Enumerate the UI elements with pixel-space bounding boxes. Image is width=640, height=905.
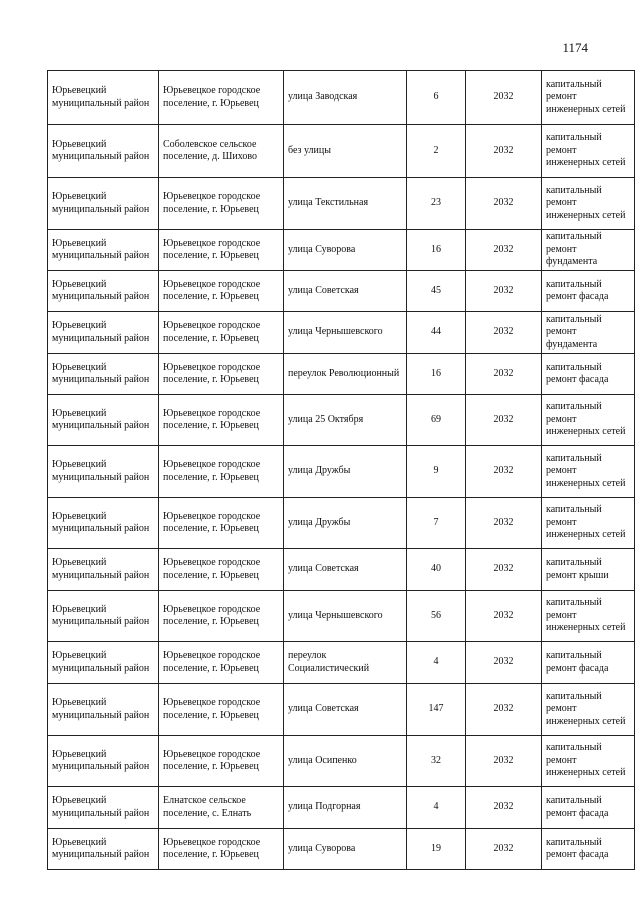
year-cell: 2032 <box>466 71 542 125</box>
district-cell: Юрьевецкий муниципальный район <box>48 642 159 684</box>
table-row <box>48 787 635 829</box>
settlement-cell: Юрьевецкое городское поселение, г. Юрьевец <box>159 591 284 642</box>
year-cell: 2032 <box>466 271 542 312</box>
district-cell: Юрьевецкий муниципальный район <box>48 354 159 395</box>
table-row <box>48 354 635 395</box>
year-cell: 2032 <box>466 498 542 549</box>
year-cell: 2032 <box>466 178 542 230</box>
settlement-cell: Юрьевецкое городское поселение, г. Юрьевец <box>159 446 284 498</box>
repair-schedule-table <box>47 70 635 870</box>
house-number-cell: 44 <box>407 312 466 354</box>
house-number-cell: 45 <box>407 271 466 312</box>
street-cell: улица Дружбы <box>284 498 407 549</box>
settlement-cell: Юрьевецкое городское поселение, г. Юрьевец <box>159 684 284 736</box>
house-number-cell: 56 <box>407 591 466 642</box>
year-cell: 2032 <box>466 125 542 178</box>
district-cell: Юрьевецкий муниципальный район <box>48 736 159 787</box>
work-type-cell: капитальный ремонт фундамента <box>542 230 635 271</box>
work-type-cell: капитальный ремонт инженерных сетей <box>542 178 635 230</box>
house-number-cell: 4 <box>407 642 466 684</box>
street-cell: переулок Революционный <box>284 354 407 395</box>
year-cell: 2032 <box>466 312 542 354</box>
table-row <box>48 271 635 312</box>
table-row <box>48 178 635 230</box>
street-cell: улица Текстильная <box>284 178 407 230</box>
year-cell: 2032 <box>466 354 542 395</box>
year-cell: 2032 <box>466 787 542 829</box>
house-number-cell: 147 <box>407 684 466 736</box>
work-type-cell: капитальный ремонт инженерных сетей <box>542 591 635 642</box>
year-cell: 2032 <box>466 230 542 271</box>
house-number-cell: 6 <box>407 71 466 125</box>
year-cell: 2032 <box>466 642 542 684</box>
work-type-cell: капитальный ремонт фасада <box>542 829 635 870</box>
street-cell: улица Заводская <box>284 71 407 125</box>
street-cell: переулок Социалистический <box>284 642 407 684</box>
settlement-cell: Юрьевецкое городское поселение, г. Юрьевец <box>159 230 284 271</box>
street-cell: улица Подгорная <box>284 787 407 829</box>
house-number-cell: 19 <box>407 829 466 870</box>
street-cell: улица Советская <box>284 684 407 736</box>
house-number-cell: 7 <box>407 498 466 549</box>
district-cell: Юрьевецкий муниципальный район <box>48 446 159 498</box>
street-cell: улица 25 Октября <box>284 395 407 446</box>
settlement-cell: Юрьевецкое городское поселение, г. Юрьевец <box>159 71 284 125</box>
settlement-cell: Юрьевецкое городское поселение, г. Юрьевец <box>159 178 284 230</box>
house-number-cell: 40 <box>407 549 466 591</box>
work-type-cell: капитальный ремонт инженерных сетей <box>542 498 635 549</box>
house-number-cell: 32 <box>407 736 466 787</box>
work-type-cell: капитальный ремонт фасада <box>542 271 635 312</box>
settlement-cell: Юрьевецкое городское поселение, г. Юрьевец <box>159 312 284 354</box>
table-row <box>48 736 635 787</box>
work-type-cell: капитальный ремонт инженерных сетей <box>542 395 635 446</box>
house-number-cell: 4 <box>407 787 466 829</box>
table-row <box>48 446 635 498</box>
house-number-cell: 2 <box>407 125 466 178</box>
work-type-cell: капитальный ремонт инженерных сетей <box>542 71 635 125</box>
table-row <box>48 395 635 446</box>
street-cell: улица Советская <box>284 271 407 312</box>
district-cell: Юрьевецкий муниципальный район <box>48 312 159 354</box>
district-cell: Юрьевецкий муниципальный район <box>48 395 159 446</box>
street-cell: улица Суворова <box>284 829 407 870</box>
district-cell: Юрьевецкий муниципальный район <box>48 498 159 549</box>
settlement-cell: Юрьевецкое городское поселение, г. Юрьевец <box>159 829 284 870</box>
settlement-cell: Юрьевецкое городское поселение, г. Юрьевец <box>159 549 284 591</box>
year-cell: 2032 <box>466 829 542 870</box>
house-number-cell: 16 <box>407 230 466 271</box>
work-type-cell: капитальный ремонт фасада <box>542 354 635 395</box>
year-cell: 2032 <box>466 684 542 736</box>
work-type-cell: капитальный ремонт фасада <box>542 787 635 829</box>
year-cell: 2032 <box>466 591 542 642</box>
table-row <box>48 829 635 870</box>
street-cell: без улицы <box>284 125 407 178</box>
settlement-cell: Соболевское сельское поселение, д. Шихово <box>159 125 284 178</box>
street-cell: улица Дружбы <box>284 446 407 498</box>
table-row <box>48 498 635 549</box>
page-number: 1174 <box>562 40 588 55</box>
work-type-cell: капитальный ремонт инженерных сетей <box>542 684 635 736</box>
district-cell: Юрьевецкий муниципальный район <box>48 271 159 312</box>
year-cell: 2032 <box>466 446 542 498</box>
work-type-cell: капитальный ремонт инженерных сетей <box>542 446 635 498</box>
house-number-cell: 9 <box>407 446 466 498</box>
street-cell: улица Чернышевского <box>284 312 407 354</box>
work-type-cell: капитальный ремонт фасада <box>542 642 635 684</box>
work-type-cell: капитальный ремонт инженерных сетей <box>542 736 635 787</box>
table-row <box>48 549 635 591</box>
district-cell: Юрьевецкий муниципальный район <box>48 787 159 829</box>
settlement-cell: Юрьевецкое городское поселение, г. Юрьевец <box>159 395 284 446</box>
table-row <box>48 230 635 271</box>
settlement-cell: Юрьевецкое городское поселение, г. Юрьевец <box>159 354 284 395</box>
district-cell: Юрьевецкий муниципальный район <box>48 71 159 125</box>
work-type-cell: капитальный ремонт крыши <box>542 549 635 591</box>
settlement-cell: Юрьевецкое городское поселение, г. Юрьевец <box>159 498 284 549</box>
table-row <box>48 591 635 642</box>
settlement-cell: Елнатское сельское поселение, с. Елнать <box>159 787 284 829</box>
street-cell: улица Советская <box>284 549 407 591</box>
work-type-cell: капитальный ремонт фундамента <box>542 312 635 354</box>
year-cell: 2032 <box>466 549 542 591</box>
settlement-cell: Юрьевецкое городское поселение, г. Юрьевец <box>159 736 284 787</box>
table-row <box>48 642 635 684</box>
table-row <box>48 71 635 125</box>
work-type-cell: капитальный ремонт инженерных сетей <box>542 125 635 178</box>
district-cell: Юрьевецкий муниципальный район <box>48 125 159 178</box>
table-row <box>48 125 635 178</box>
year-cell: 2032 <box>466 395 542 446</box>
street-cell: улица Суворова <box>284 230 407 271</box>
district-cell: Юрьевецкий муниципальный район <box>48 591 159 642</box>
year-cell: 2032 <box>466 736 542 787</box>
district-cell: Юрьевецкий муниципальный район <box>48 230 159 271</box>
table-row <box>48 312 635 354</box>
street-cell: улица Чернышевского <box>284 591 407 642</box>
house-number-cell: 69 <box>407 395 466 446</box>
table-row <box>48 684 635 736</box>
house-number-cell: 23 <box>407 178 466 230</box>
district-cell: Юрьевецкий муниципальный район <box>48 684 159 736</box>
settlement-cell: Юрьевецкое городское поселение, г. Юрьевец <box>159 271 284 312</box>
district-cell: Юрьевецкий муниципальный район <box>48 178 159 230</box>
settlement-cell: Юрьевецкое городское поселение, г. Юрьевец <box>159 642 284 684</box>
house-number-cell: 16 <box>407 354 466 395</box>
street-cell: улица Осипенко <box>284 736 407 787</box>
district-cell: Юрьевецкий муниципальный район <box>48 549 159 591</box>
district-cell: Юрьевецкий муниципальный район <box>48 829 159 870</box>
